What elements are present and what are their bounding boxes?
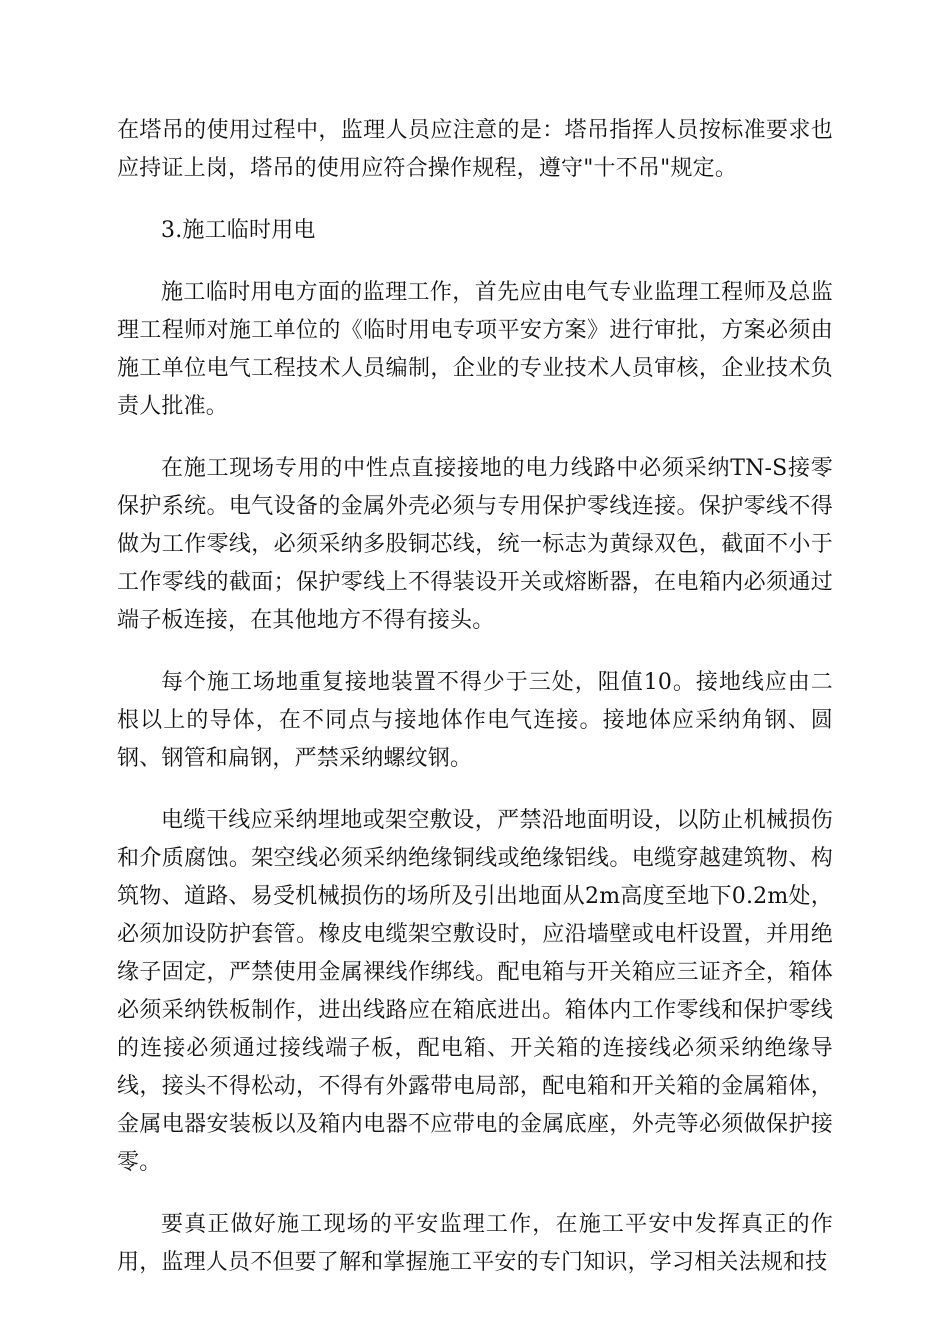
paragraph-tower-crane-usage: 在塔吊的使用过程中，监理人员应注意的是：塔吊指挥人员按标准要求也应持证上岗，塔吊的使用应符合操作规程，遵守"十不吊"规定。 <box>117 118 833 181</box>
paragraph-tn-s-protection: 在施工现场专用的中性点直接接地的电力线路中必须采纳TN-S接零保护系统。电气设备的金属外壳必须与专用保护零线连接。保护零线不得做为工作零线，必须采纳多股铜芯线，统一标志为黄绿双色，截面不小于工作零线的截面；保护零线上不得装设开关或熔断器，在电箱内必须通过端子板连接，在其他地方不得有接头。 <box>117 456 833 633</box>
section-heading-temporary-power: 3.施工临时用电 <box>161 218 316 243</box>
document-body <box>117 112 833 1306</box>
paragraph-temporary-power-approval: 施工临时用电方面的监理工作，首先应由电气专业监理工程师及总监理工程师对施工单位的《临时用电专项平安方案》进行审批，方案必须由施工单位电气工程技术人员编制，企业的专业技术人员审核，企业技术负责人批准。 <box>117 280 833 419</box>
paragraph-cable-and-distribution-box: 电缆干线应采纳埋地或架空敷设，严禁沿地面明设，以防止机械损伤和介质腐蚀。架空线必须采纳绝缘铜线或绝缘铝线。电缆穿越建筑物、构筑物、道路、易受机械损伤的场所及引出地面从2m高度至地下0.2m处，必须加设防护套管。橡皮电缆架空敷设时，应沿墙壁或电杆设置，并用绝缘子固定，严禁使用金属裸线作绑线。配电箱与开关箱应三证齐全，箱体必须采纳铁板制作，进出线路应在箱底进出。箱体内工作零线和保护零线的连接必须通过接线端子板，配电箱、开关箱的连接线必须采纳绝缘导线，接头不得松动，不得有外露带电局部，配电箱和开关箱的金属箱体，金属电器安装板以及箱内电器不应带电的金属底座，外壳等必须做保护接零。 <box>117 808 833 1175</box>
paragraph-safety-supervision: 要真正做好施工现场的平安监理工作，在施工平安中发挥真正的作用，监理人员不但要了解和掌握施工平安的专门知识，学习相关法规和技 <box>117 1212 833 1275</box>
paragraph-repeat-grounding: 每个施工场地重复接地装置不得少于三处，阻值10。接地线应由二根以上的导体，在不同点与接地体作电气连接。接地体应采纳角钢、圆钢、钢管和扁钢，严禁采纳螺纹钢。 <box>117 670 833 771</box>
